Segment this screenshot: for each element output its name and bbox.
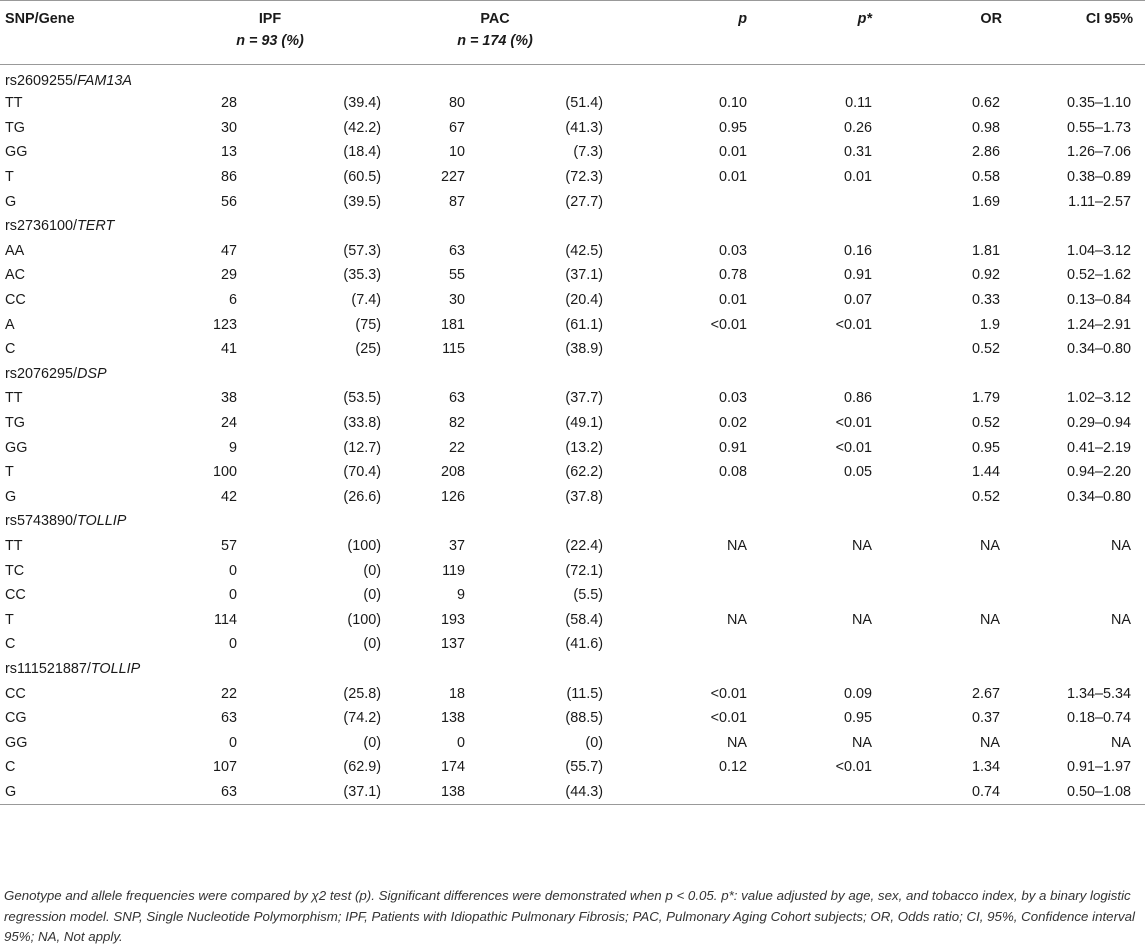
header-pac-n: n = 174 (%) bbox=[457, 33, 533, 49]
table-cell: 1.79 bbox=[972, 390, 1001, 407]
table-cell bbox=[1010, 558, 1145, 583]
snp-id: rs5743890/ bbox=[5, 513, 78, 530]
table-cell: 1.81 bbox=[972, 242, 1001, 259]
table-cell: (0) bbox=[363, 587, 382, 604]
header-ipf-label: IPF bbox=[258, 11, 282, 27]
snp-gene-row bbox=[0, 509, 1145, 534]
table-cell: NA bbox=[727, 611, 748, 628]
table-cell: 0.31 bbox=[844, 144, 873, 161]
table-cell: 0.74 bbox=[880, 780, 1010, 805]
table-cell: 6 bbox=[228, 292, 237, 309]
table-cell: 37 bbox=[449, 537, 466, 554]
table-cell: 67 bbox=[449, 119, 466, 136]
table-cell: 1.11–2.57 bbox=[1068, 193, 1132, 210]
table-cell: C bbox=[5, 636, 16, 653]
table-row bbox=[0, 337, 1145, 362]
table-cell: 0.29–0.94 bbox=[1066, 415, 1132, 432]
table-cell: G bbox=[5, 193, 17, 210]
table-cell bbox=[880, 632, 1010, 657]
table-cell: CC bbox=[5, 685, 26, 702]
table-cell: (41.6) bbox=[565, 636, 604, 653]
table-cell bbox=[755, 337, 880, 362]
table-cell: 0.01 bbox=[719, 144, 748, 161]
table-cell: (100) bbox=[347, 611, 382, 628]
table-cell: 114 bbox=[214, 611, 237, 628]
table-cell: 63 bbox=[449, 242, 466, 259]
table-cell: <0.01 bbox=[710, 710, 748, 727]
table-cell: NA bbox=[852, 537, 873, 554]
table-cell: C bbox=[5, 759, 16, 776]
table-cell bbox=[605, 189, 755, 214]
header-ipf bbox=[155, 1, 385, 65]
table-cell: TT bbox=[5, 537, 23, 554]
table-cell: 126 bbox=[441, 488, 466, 505]
snp-gene-row bbox=[0, 362, 1145, 387]
table-cell: 115 bbox=[442, 341, 466, 358]
table-row bbox=[0, 288, 1145, 313]
table-cell: (38.9) bbox=[565, 341, 604, 358]
table-cell: 82 bbox=[449, 415, 466, 432]
table-cell: 0 bbox=[228, 734, 237, 751]
table-cell: 0.78 bbox=[719, 267, 748, 284]
table-cell: (72.1) bbox=[565, 562, 604, 579]
table-cell: <0.01 bbox=[835, 415, 873, 432]
snp-gene-label bbox=[0, 65, 1145, 92]
header-snp-gene: SNP/Gene bbox=[0, 1, 155, 65]
header-pac-label: PAC bbox=[480, 11, 510, 27]
table-row bbox=[0, 189, 1145, 214]
table-cell: 0.95 bbox=[972, 439, 1001, 456]
table-cell: 119 bbox=[442, 562, 466, 579]
table-cell: 30 bbox=[220, 119, 237, 136]
table-cell: (62.2) bbox=[565, 464, 604, 481]
table-row bbox=[0, 411, 1145, 436]
table-cell: NA bbox=[980, 734, 1001, 751]
table-cell: (75) bbox=[355, 316, 382, 333]
table-cell: 0.52 bbox=[972, 415, 1001, 432]
table-row bbox=[0, 681, 1145, 706]
table-cell: NA bbox=[852, 611, 873, 628]
table-cell: (39.5) bbox=[343, 193, 382, 210]
table-cell: (33.8) bbox=[343, 415, 382, 432]
table-cell: (37.1) bbox=[285, 780, 385, 805]
table-cell: (44.3) bbox=[510, 780, 605, 805]
table-cell bbox=[755, 632, 880, 657]
table-cell: 28 bbox=[220, 95, 237, 112]
table-cell: 0.03 bbox=[719, 242, 748, 259]
table-cell: 87 bbox=[449, 193, 466, 210]
table-cell: (7.4) bbox=[351, 292, 382, 309]
table-cell: 0.58 bbox=[972, 169, 1001, 186]
table-cell: 0 bbox=[457, 734, 466, 751]
table-cell: 0.18–0.74 bbox=[1066, 710, 1132, 727]
table-cell: 1.04–3.12 bbox=[1066, 242, 1132, 259]
table-cell: 30 bbox=[449, 292, 466, 309]
table-cell: (51.4) bbox=[565, 95, 604, 112]
gene-name: TOLLIP bbox=[90, 660, 141, 677]
table-cell: 1.02–3.12 bbox=[1066, 390, 1132, 407]
table-cell: 22 bbox=[449, 439, 466, 456]
table-cell: (22.4) bbox=[565, 537, 604, 554]
table-cell: GG bbox=[5, 144, 28, 161]
table-row bbox=[0, 263, 1145, 288]
table-cell: 0.01 bbox=[719, 169, 748, 186]
table-cell: 1.9 bbox=[980, 316, 1001, 333]
table-cell: 0.01 bbox=[719, 292, 748, 309]
table-cell: AA bbox=[5, 242, 25, 259]
table-cell: 181 bbox=[441, 316, 466, 333]
table-cell bbox=[880, 558, 1010, 583]
table-cell: (62.9) bbox=[343, 759, 382, 776]
table-cell: NA bbox=[727, 537, 748, 554]
table-cell: NA bbox=[1111, 734, 1132, 751]
table-cell bbox=[1010, 632, 1145, 657]
table-cell: 0.55–1.73 bbox=[1066, 119, 1132, 136]
table-cell: 0.86 bbox=[844, 390, 873, 407]
table-cell: (100) bbox=[347, 537, 382, 554]
table-cell: 80 bbox=[449, 95, 466, 112]
table-cell: (49.1) bbox=[565, 415, 604, 432]
table-cell: 0.26 bbox=[844, 119, 873, 136]
table-cell: 0.92 bbox=[972, 267, 1001, 284]
table-row bbox=[0, 583, 1145, 608]
table-cell bbox=[755, 558, 880, 583]
table-cell: 2.67 bbox=[972, 685, 1001, 702]
table-cell: <0.01 bbox=[710, 316, 748, 333]
table-cell: (11.5) bbox=[566, 685, 604, 702]
table-cell: 208 bbox=[441, 464, 466, 481]
table-cell: 2.86 bbox=[972, 144, 1001, 161]
table-cell: GG bbox=[5, 439, 28, 456]
table-cell: (13.2) bbox=[565, 439, 604, 456]
table-cell: 138 bbox=[385, 780, 510, 805]
table-cell: 63 bbox=[155, 780, 285, 805]
table-cell: (58.4) bbox=[565, 611, 604, 628]
table-cell: 0.02 bbox=[719, 415, 748, 432]
table-cell: 107 bbox=[212, 759, 237, 776]
table-cell: (7.3) bbox=[573, 144, 604, 161]
snp-id: rs111521887/ bbox=[5, 660, 91, 677]
table-cell: 0.03 bbox=[719, 390, 748, 407]
table-cell: 1.34–5.34 bbox=[1066, 685, 1132, 702]
table-cell: AC bbox=[5, 267, 25, 284]
table-cell: (55.7) bbox=[565, 759, 604, 776]
table-cell: 138 bbox=[441, 710, 466, 727]
header-p: p bbox=[605, 1, 755, 65]
table-cell: NA bbox=[1111, 611, 1132, 628]
table-cell: (37.1) bbox=[565, 267, 604, 284]
table-row bbox=[0, 165, 1145, 190]
table-cell: (0) bbox=[363, 734, 382, 751]
table-row bbox=[0, 534, 1145, 559]
table-body bbox=[0, 65, 1145, 805]
table-cell: 0.38–0.89 bbox=[1066, 169, 1132, 186]
snp-gene-row bbox=[0, 657, 1145, 682]
table-cell: TG bbox=[5, 119, 25, 136]
table-cell: (0) bbox=[585, 734, 604, 751]
table-cell: 1.69 bbox=[972, 193, 1001, 210]
table-cell: (61.1) bbox=[565, 316, 604, 333]
table-cell: CC bbox=[5, 292, 26, 309]
table-cell: 24 bbox=[220, 415, 237, 432]
table-cell: 0.95 bbox=[719, 119, 748, 136]
table-cell: 38 bbox=[220, 390, 237, 407]
table-cell bbox=[605, 485, 755, 510]
table-cell: (42.5) bbox=[565, 242, 604, 259]
table-cell: 0.62 bbox=[972, 95, 1001, 112]
table-row bbox=[0, 730, 1145, 755]
table-cell: TT bbox=[5, 390, 23, 407]
table-cell: T bbox=[5, 464, 14, 481]
table-cell: (5.5) bbox=[573, 587, 604, 604]
header-ipf-n: n = 93 (%) bbox=[236, 33, 304, 49]
table-row bbox=[0, 312, 1145, 337]
table-cell bbox=[605, 337, 755, 362]
table-cell: NA bbox=[852, 734, 873, 751]
table-cell: 0.91 bbox=[844, 267, 873, 284]
table-row bbox=[0, 91, 1145, 116]
table-cell: (0) bbox=[363, 562, 382, 579]
header-p-adjusted: p* bbox=[755, 1, 880, 65]
table-cell: 0.33 bbox=[972, 292, 1001, 309]
table-cell: (27.7) bbox=[565, 193, 604, 210]
table-cell: 0.41–2.19 bbox=[1066, 439, 1132, 456]
table-cell: NA bbox=[980, 537, 1001, 554]
table-cell: 55 bbox=[449, 267, 466, 284]
snp-id: rs2076295/ bbox=[5, 365, 78, 382]
table-cell: 0.35–1.10 bbox=[1066, 95, 1132, 112]
table-cell bbox=[755, 780, 880, 805]
snp-gene-row bbox=[0, 214, 1145, 239]
table-row bbox=[0, 755, 1145, 780]
table-cell bbox=[755, 189, 880, 214]
table-cell: (57.3) bbox=[343, 242, 382, 259]
table-cell: 0.34–0.80 bbox=[1066, 488, 1132, 505]
table-cell: 137 bbox=[441, 636, 466, 653]
table-cell: G bbox=[5, 488, 17, 505]
table-cell: TG bbox=[5, 415, 25, 432]
table-cell: 227 bbox=[441, 169, 466, 186]
table-cell: NA bbox=[727, 734, 748, 751]
table-cell: NA bbox=[980, 611, 1001, 628]
table-cell: 0.91–1.97 bbox=[1066, 759, 1132, 776]
header-ci: CI 95% bbox=[1010, 1, 1145, 65]
table-cell: (88.5) bbox=[565, 710, 604, 727]
table-cell: GG bbox=[5, 734, 28, 751]
table-cell: 29 bbox=[220, 267, 237, 284]
table-cell: (72.3) bbox=[565, 169, 604, 186]
header-pac bbox=[385, 1, 605, 65]
table-cell: A bbox=[5, 316, 15, 333]
table-cell: 86 bbox=[220, 169, 237, 186]
table-cell: (39.4) bbox=[343, 95, 382, 112]
table-cell: 0.34–0.80 bbox=[1066, 341, 1132, 358]
table-cell: 0.07 bbox=[844, 292, 873, 309]
table-cell bbox=[605, 558, 755, 583]
table-cell: 0 bbox=[228, 562, 237, 579]
table-cell: 0.52–1.62 bbox=[1066, 267, 1132, 284]
table-cell: <0.01 bbox=[835, 759, 873, 776]
table-cell: CG bbox=[5, 710, 27, 727]
snp-gene-label bbox=[0, 214, 1145, 239]
table-cell bbox=[605, 632, 755, 657]
table-cell: <0.01 bbox=[835, 439, 873, 456]
table-cell: C bbox=[5, 341, 16, 358]
table-cell: 0.01 bbox=[844, 169, 873, 186]
table-cell: 123 bbox=[212, 316, 237, 333]
table-cell: (41.3) bbox=[565, 119, 604, 136]
table-cell: TT bbox=[5, 95, 23, 112]
table-cell: 10 bbox=[449, 144, 466, 161]
table-cell: (26.6) bbox=[343, 488, 382, 505]
table-cell: 57 bbox=[220, 537, 237, 554]
table-cell: (0) bbox=[363, 636, 382, 653]
snp-gene-label bbox=[0, 657, 1145, 682]
table-cell: 0.52 bbox=[972, 341, 1001, 358]
gene-name: DSP bbox=[77, 365, 107, 382]
table-cell: 0 bbox=[228, 587, 237, 604]
table-cell: (20.4) bbox=[565, 292, 604, 309]
snp-gene-label bbox=[0, 509, 1145, 534]
table-cell bbox=[605, 583, 755, 608]
table-cell: 0.52 bbox=[972, 488, 1001, 505]
table-cell: 0.10 bbox=[719, 95, 748, 112]
table-cell: 0.50–1.08 bbox=[1010, 780, 1145, 805]
table-cell: <0.01 bbox=[835, 316, 873, 333]
table-cell: TC bbox=[5, 562, 25, 579]
table-cell: CC bbox=[5, 587, 26, 604]
snp-id: rs2736100/ bbox=[5, 218, 78, 235]
table-cell bbox=[755, 485, 880, 510]
table-cell: (35.3) bbox=[343, 267, 382, 284]
table-cell: (18.4) bbox=[343, 144, 382, 161]
table-cell: 1.24–2.91 bbox=[1066, 316, 1132, 333]
table-cell: (60.5) bbox=[343, 169, 382, 186]
table-cell: 47 bbox=[220, 242, 237, 259]
table-cell: 0 bbox=[228, 636, 237, 653]
table-footnote: Genotype and allele frequencies were compared by χ2 test (p). Significant differences were demonstrated when p < 0.05. p*: value adjusted by age, sex, and tobacco index, by a binary logistic regression model. SNP, Single Nucleotide Polymorphism; IPF, Patients with Idiopathic Pulmonary Fibrosis; PAC, Pulmonary Aging Cohort subjects; OR, Odds ratio; CI, 95%, Confidence interval 95%; NA, Not apply. bbox=[4, 888, 1135, 944]
table-cell: (42.2) bbox=[343, 119, 382, 136]
table-header-row bbox=[0, 1, 1145, 65]
table-cell: 0.95 bbox=[844, 710, 873, 727]
table-cell: 9 bbox=[457, 587, 466, 604]
table-row bbox=[0, 460, 1145, 485]
table-cell bbox=[1010, 583, 1145, 608]
table-cell: 0.94–2.20 bbox=[1066, 464, 1132, 481]
snp-id: rs2609255/ bbox=[5, 73, 78, 89]
table-cell: (25) bbox=[355, 341, 382, 358]
table-cell: 0.98 bbox=[972, 119, 1001, 136]
table-cell bbox=[605, 780, 755, 805]
gene-name: FAM13A bbox=[77, 73, 132, 89]
table-cell: 9 bbox=[228, 439, 237, 456]
table-cell: 193 bbox=[441, 611, 466, 628]
gene-name: TOLLIP bbox=[77, 513, 127, 530]
table-cell: (25.8) bbox=[343, 685, 382, 702]
table-cell: 0.09 bbox=[844, 685, 873, 702]
gene-name: TERT bbox=[77, 218, 115, 235]
table-cell: 100 bbox=[212, 464, 237, 481]
table-cell: (12.7) bbox=[343, 439, 382, 456]
table-row bbox=[0, 607, 1145, 632]
table-row bbox=[0, 632, 1145, 657]
table-cell bbox=[755, 583, 880, 608]
table-cell: 41 bbox=[220, 341, 237, 358]
table-cell: <0.01 bbox=[710, 685, 748, 702]
table-cell: 18 bbox=[449, 685, 466, 702]
table-cell: 22 bbox=[220, 685, 237, 702]
table-cell: 63 bbox=[220, 710, 237, 727]
table-cell: NA bbox=[1111, 537, 1132, 554]
table-cell: 0.37 bbox=[972, 710, 1001, 727]
table-row bbox=[0, 435, 1145, 460]
table-cell: (53.5) bbox=[343, 390, 382, 407]
table-cell: (37.7) bbox=[565, 390, 604, 407]
table-cell: 0.08 bbox=[719, 464, 748, 481]
table-cell: 1.34 bbox=[972, 759, 1001, 776]
table-cell: G bbox=[0, 780, 155, 805]
table-cell: 42 bbox=[220, 488, 237, 505]
table-cell: T bbox=[5, 169, 14, 186]
header-or: OR bbox=[880, 1, 1010, 65]
table-row bbox=[0, 116, 1145, 141]
table-cell: 1.26–7.06 bbox=[1066, 144, 1132, 161]
table-row bbox=[0, 558, 1145, 583]
table-cell: 0.12 bbox=[719, 759, 748, 776]
table-row bbox=[0, 706, 1145, 731]
table-row bbox=[0, 386, 1145, 411]
table-cell: (70.4) bbox=[343, 464, 382, 481]
table-cell bbox=[880, 583, 1010, 608]
table-cell: 56 bbox=[220, 193, 237, 210]
table-cell: 0.13–0.84 bbox=[1066, 292, 1132, 309]
snp-gene-row bbox=[0, 65, 1145, 92]
table-cell: (74.2) bbox=[343, 710, 382, 727]
table-cell: 63 bbox=[449, 390, 466, 407]
table-cell: (37.8) bbox=[565, 488, 604, 505]
table-cell: 13 bbox=[220, 144, 237, 161]
table-row bbox=[0, 140, 1145, 165]
table-cell: 0.05 bbox=[844, 464, 873, 481]
table-row bbox=[0, 780, 1145, 805]
table-cell: 0.16 bbox=[844, 242, 873, 259]
table-cell: 1.44 bbox=[972, 464, 1001, 481]
snp-gene-label bbox=[0, 362, 1145, 387]
table-row bbox=[0, 239, 1145, 264]
table-row bbox=[0, 485, 1145, 510]
table-cell: 0.91 bbox=[719, 439, 748, 456]
table-cell: 174 bbox=[441, 759, 466, 776]
table-cell: T bbox=[5, 611, 14, 628]
table-cell: 0.11 bbox=[845, 95, 873, 112]
